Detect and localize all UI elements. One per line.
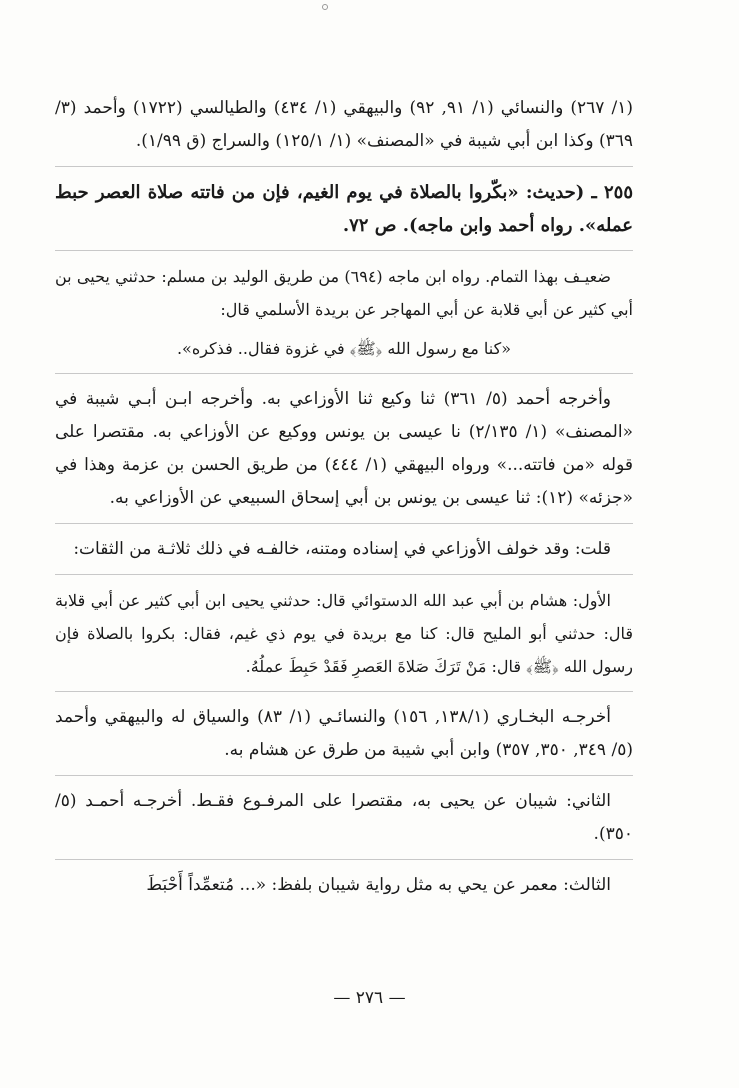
divider <box>55 373 633 374</box>
divider <box>55 859 633 860</box>
divider <box>55 250 633 251</box>
divider <box>55 166 633 167</box>
paragraph-grading: ضعيـف بهذا التمام. رواه ابن ماجه (٦٩٤) من طريق الوليد بن مسلم: حدثني يحيى بن أبي كثير عن أبي قلابة عن أبي المهاجر عن بريدة الأسلمي قال: <box>55 267 633 319</box>
paragraph-third-narrator: الثالث: معمر عن يحي به مثل رواية شيبان بلفظ: «... مُتعمِّداً أَحْبَطَ <box>146 875 611 895</box>
hadith-heading-255: ٢٥٥ ـ (حديث: «بكّروا بالصلاة في يوم الغيم، فإن من فاتته صلاة العصر حبط عمله». رواه أحمد وابن ماجه). ص ٧٢. <box>55 182 633 236</box>
page-body <box>55 92 633 902</box>
divider <box>55 574 633 575</box>
paragraph-citations: (١/ ٢٦٧) والنسائي (١/ ٩١, ٩٢) والبيهقي (١/ ٤٣٤) والطيالسي (١٧٢٢) وأحمد (٣/ ٣٦٩) وكذا ابن أبي شيبة في «المصنف» (١/ ١٢٥/١) والسراج (ق ١/٩٩). <box>55 98 633 151</box>
paragraph-quote: «كنا مع رسول الله ﴿ﷺ﴾ في غزوة فقال.. فذكره». <box>176 339 512 358</box>
divider <box>55 691 633 692</box>
page-number: — ٢٧٦ — <box>333 988 406 1008</box>
page-top-mark <box>322 4 328 10</box>
paragraph-first-narrator: الأول: هشام بن أبي عبد الله الدستوائي قال: حدثني يحيى ابن أبي كثير عن أبي قلابة قال: حدثني أبو المليح قال: كنا مع بريدة في يوم ذي غيم، فقال: بكروا بالصلاة فإن رسول الله ﴿ﷺ﴾ قال: مَنْ تَرَكَ صَلاةَ العَصرِ فَقَدْ حَبِطَ عملُهُ. <box>55 591 633 676</box>
paragraph-takhrij: وأخرجه أحمد (٥/ ٣٦١) ثنا وكيع ثنا الأوزاعي به. وأخرجه ابـن أبـي شيبة في «المصنف» (١/ ٢/١٣٥) نا عيسى بن يونس ووكيع عن الأوزاعي به. مقتصرا على قوله «من فاتته...» ورواه البيهقي (١/ ٤٤٤) من طريق الحسن بن عزمة وهذا في «جزئه» (١٢): ثنا عيسى بن يونس بن أبي إسحاق السبيعي عن الأوزاعي به. <box>55 389 633 508</box>
paragraph-second-narrator: الثاني: شيبان عن يحيى به، مقتصرا على المرفـوع فقـط. أخرجـه أحمـد (٥/ ٣٥٠). <box>55 791 633 844</box>
divider <box>55 523 633 524</box>
paragraph-comment: قلت: وقد خولف الأوزاعي في إسناده ومتنه، خالفـه في ذلك ثلاثـة من الثقات: <box>73 539 611 559</box>
divider <box>55 775 633 776</box>
paragraph-bukhari: أخرجـه البخـاري (١٣٨/١, ١٥٦) والنسائـي (١/ ٨٣) والسياق له والبيهقي وأحمد (٥/ ٣٤٩, ٣٥٠, ٣٥٧) وابن أبي شيبة من طرق عن هشام به. <box>55 707 633 760</box>
